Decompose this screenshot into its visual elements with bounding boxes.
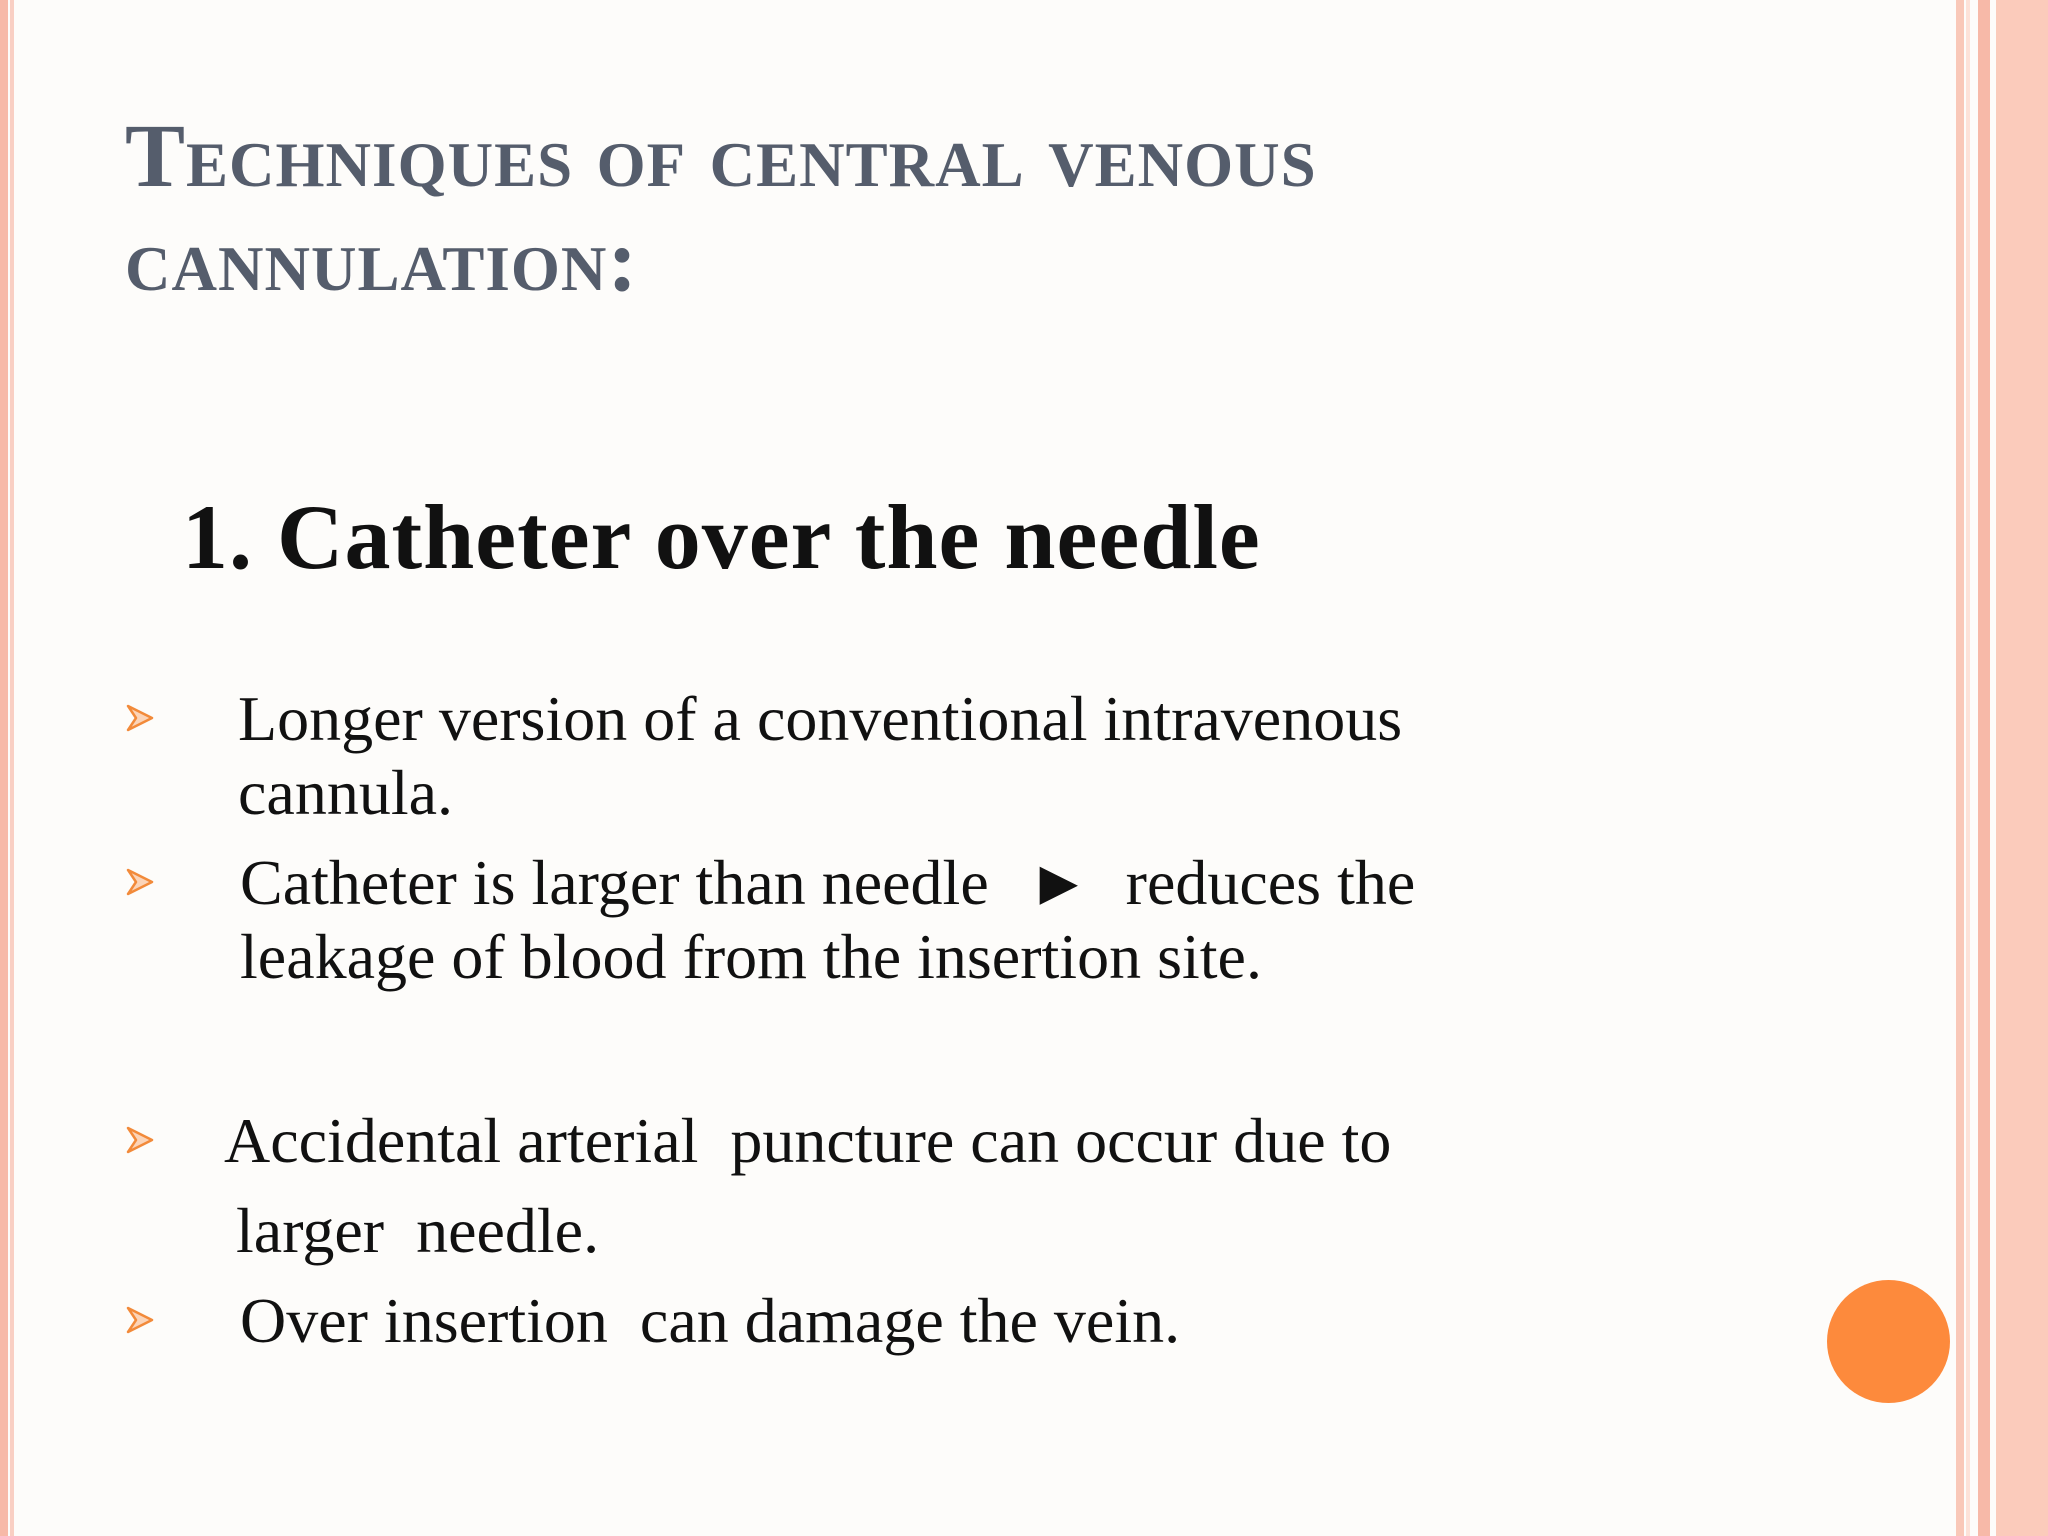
bullet-line: Over insertion can damage the vein.: [240, 1285, 1181, 1356]
bullet-line: [240, 846, 1415, 920]
orange-circle-decoration: [1827, 1280, 1950, 1403]
right-arrow-icon: ►: [1027, 847, 1091, 918]
bullet-text-part: Catheter is larger than needle: [240, 847, 989, 918]
right-border-stripe-thin: [1966, 0, 1970, 1536]
left-border-stripe: [0, 0, 8, 1536]
chevron-arrow-icon: [124, 702, 156, 734]
right-border-band: [1996, 0, 2048, 1536]
left-border-stripe-thin: [10, 0, 14, 1536]
bullet-text-part: reduces the: [1125, 847, 1416, 918]
chevron-arrow-icon: [124, 866, 156, 898]
bullet-line: Accidental arterial puncture can occur due to: [224, 1105, 1392, 1176]
bullet-line: leakage of blood from the insertion site.: [240, 921, 1262, 992]
bullet-line: cannula.: [238, 757, 453, 828]
bullet-line: larger needle.: [236, 1195, 600, 1266]
section-heading: 1. Catheter over the needle: [182, 486, 1261, 588]
chevron-arrow-icon: [124, 1304, 156, 1336]
right-border-stripe: [1956, 0, 1964, 1536]
chevron-arrow-icon: [124, 1124, 156, 1156]
bullet-line: Longer version of a conventional intravenous: [238, 683, 1403, 754]
right-border-stripe-inner: [1978, 0, 1990, 1536]
slide-title: Techniques of central venous cannulation:: [125, 107, 1317, 310]
